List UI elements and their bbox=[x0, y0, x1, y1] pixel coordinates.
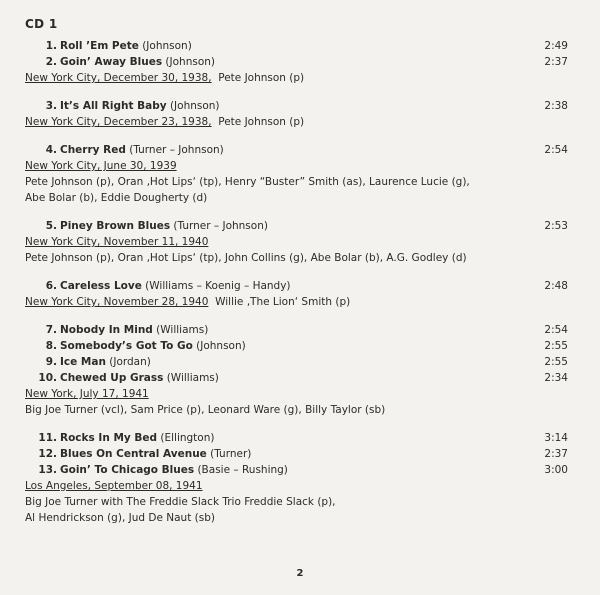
track-text bbox=[60, 432, 214, 445]
session-location: New York City, June 30, 1939 bbox=[25, 160, 177, 172]
track-text bbox=[60, 324, 208, 337]
track-text bbox=[60, 448, 251, 461]
track-title: Blues On Central Avenue bbox=[60, 448, 207, 460]
track-duration: 2:38 bbox=[544, 100, 568, 112]
track-title: Goin’ Away Blues bbox=[60, 56, 163, 68]
track-duration: 2:49 bbox=[544, 40, 568, 52]
track-duration: 2:53 bbox=[544, 220, 568, 232]
track-text bbox=[60, 100, 220, 113]
track-title: Somebody’s Got To Go bbox=[60, 340, 193, 352]
track-title: Piney Brown Blues bbox=[60, 220, 171, 232]
track-composer: (Johnson) bbox=[162, 56, 216, 68]
track-duration: 3:14 bbox=[544, 432, 568, 444]
personnel-line: Pete Johnson (p), Oran ‚Hot Lips‘ (tp), Henry “Buster” Smith (as), Laurence Lucie (g), bbox=[25, 176, 470, 188]
track-composer: (Turner) bbox=[206, 448, 252, 460]
track-duration: 2:55 bbox=[544, 356, 568, 368]
track-title: Chewed Up Grass bbox=[60, 372, 164, 384]
session-personnel: Willie ‚The Lion‘ Smith (p) bbox=[215, 296, 351, 308]
session-location: New York City, December 23, 1938, bbox=[25, 116, 212, 128]
track-number: 12. bbox=[38, 448, 57, 460]
session-line bbox=[25, 72, 304, 85]
track-duration: 2:55 bbox=[544, 340, 568, 352]
track-composer: (Jordan) bbox=[105, 356, 151, 368]
track-composer: (Johnson) bbox=[192, 340, 246, 352]
session-personnel: Pete Johnson (p) bbox=[218, 72, 305, 84]
session-line bbox=[25, 116, 304, 129]
track-text bbox=[60, 356, 151, 369]
track-number: 4. bbox=[45, 144, 57, 156]
track-text bbox=[60, 340, 246, 353]
track-title: Roll ’Em Pete bbox=[60, 40, 139, 52]
track-text bbox=[60, 56, 215, 69]
page-number: 2 bbox=[296, 568, 304, 579]
track-text bbox=[60, 280, 291, 293]
track-duration: 2:54 bbox=[544, 144, 568, 156]
track-composer: (Turner – Johnson) bbox=[170, 220, 268, 232]
track-title: Rocks In My Bed bbox=[60, 432, 158, 444]
track-text bbox=[60, 40, 192, 53]
track-number: 11. bbox=[38, 432, 57, 444]
track-composer: (Johnson) bbox=[138, 40, 192, 52]
track-duration: 2:37 bbox=[544, 56, 568, 68]
track-number: 1. bbox=[45, 40, 57, 52]
session-location: New York City, December 30, 1938, bbox=[25, 72, 212, 84]
track-title: Ice Man bbox=[60, 356, 106, 368]
track-composer: (Williams) bbox=[163, 372, 219, 384]
track-composer: (Johnson) bbox=[166, 100, 220, 112]
track-composer: (Basie – Rushing) bbox=[194, 464, 288, 476]
track-number: 2. bbox=[45, 56, 57, 68]
track-text bbox=[60, 144, 224, 157]
personnel-line: Pete Johnson (p), Oran ‚Hot Lips‘ (tp), John Collins (g), Abe Bolar (b), A.G. Godley (d) bbox=[25, 252, 467, 264]
session-location: Los Angeles, September 08, 1941 bbox=[25, 480, 203, 492]
track-title: Goin’ To Chicago Blues bbox=[60, 464, 195, 476]
track-text bbox=[60, 464, 288, 477]
track-duration: 3:00 bbox=[544, 464, 568, 476]
track-number: 3. bbox=[45, 100, 57, 112]
session-location: New York City, November 28, 1940 bbox=[25, 296, 209, 308]
track-number: 10. bbox=[38, 372, 57, 384]
personnel-line: Al Hendrickson (g), Jud De Naut (sb) bbox=[25, 512, 215, 524]
session-line bbox=[25, 236, 208, 249]
track-number: 13. bbox=[38, 464, 57, 476]
session-line bbox=[25, 388, 149, 401]
track-composer: (Williams – Koenig – Handy) bbox=[141, 280, 291, 292]
track-composer: (Turner – Johnson) bbox=[125, 144, 224, 156]
session-line bbox=[25, 480, 203, 493]
track-number: 8. bbox=[45, 340, 57, 352]
track-title: Cherry Red bbox=[60, 144, 126, 156]
personnel-line: Abe Bolar (b), Eddie Dougherty (d) bbox=[25, 192, 208, 204]
cd-heading: CD 1 bbox=[25, 17, 58, 31]
track-duration: 2:54 bbox=[544, 324, 568, 336]
session-location: New York, July 17, 1941 bbox=[25, 388, 149, 400]
personnel-line: Big Joe Turner with The Freddie Slack Trio Freddie Slack (p), bbox=[25, 496, 336, 508]
track-composer: (Williams) bbox=[152, 324, 209, 336]
track-number: 9. bbox=[45, 356, 57, 368]
track-number: 7. bbox=[45, 324, 57, 336]
track-text bbox=[60, 372, 219, 385]
track-title: Careless Love bbox=[60, 280, 142, 292]
track-text bbox=[60, 220, 268, 233]
session-personnel: Pete Johnson (p) bbox=[218, 116, 305, 128]
track-number: 5. bbox=[45, 220, 57, 232]
session-location: New York City, November 11, 1940 bbox=[25, 236, 209, 248]
track-title: It’s All Right Baby bbox=[60, 100, 167, 112]
track-title: Nobody In Mind bbox=[60, 324, 153, 336]
track-duration: 2:48 bbox=[544, 280, 568, 292]
track-duration: 2:34 bbox=[544, 372, 568, 384]
track-number: 6. bbox=[45, 280, 57, 292]
track-composer: (Ellington) bbox=[157, 432, 215, 444]
session-line bbox=[25, 296, 350, 309]
track-duration: 2:37 bbox=[544, 448, 568, 460]
session-line bbox=[25, 160, 177, 173]
personnel-line: Big Joe Turner (vcl), Sam Price (p), Leonard Ware (g), Billy Taylor (sb) bbox=[25, 404, 386, 416]
